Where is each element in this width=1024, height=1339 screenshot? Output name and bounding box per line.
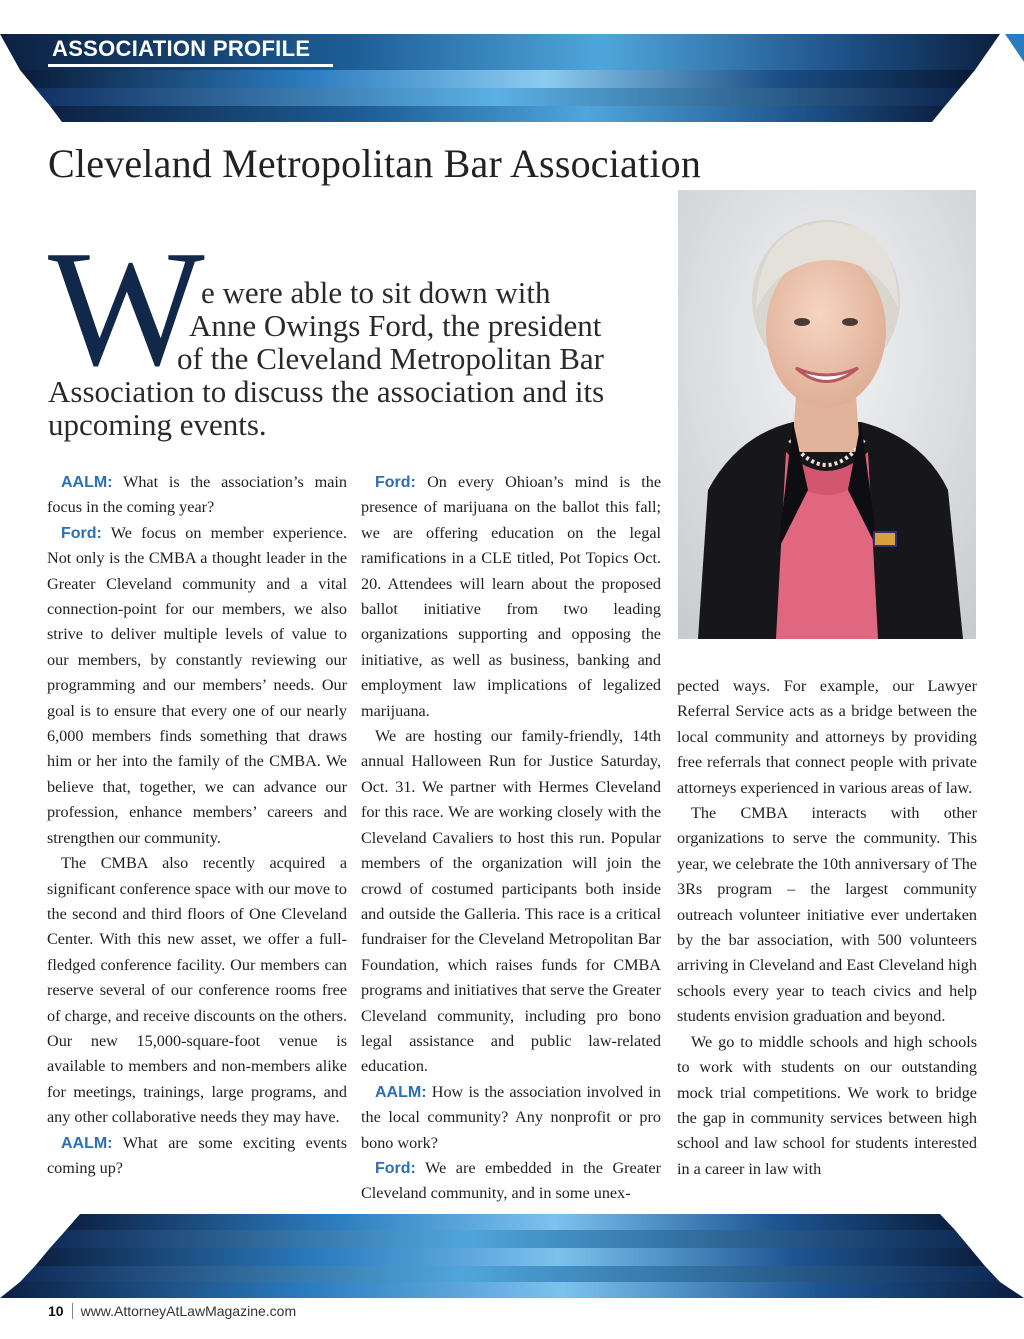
page-title: Cleveland Metropolitan Bar Association xyxy=(48,141,702,186)
answer-paragraph xyxy=(361,470,661,724)
portrait-photo xyxy=(678,190,976,639)
drop-cap: W xyxy=(48,216,205,400)
answer-paragraph: The CMBA also recently acquired a significant conference space with our move to the second and third floors of One Cleveland Center. With this new asset, we offer a full-fledged conference facility. Our members can reserve several of our conference rooms free of charge, and receive discounts on the others. Our new 15,000-square-foot venue is available to members and non-members alike for meetings, trainings, large programs, and any other collaborative needs they may have. xyxy=(47,854,347,1127)
question-text: What are some exciting events coming up? xyxy=(47,1133,347,1177)
article-column-1 xyxy=(47,470,347,1181)
question-text: What is the association’s main focus in the coming year? xyxy=(47,473,347,517)
answer-text: We are embedded in the Greater Cleveland community, and in some unex- xyxy=(361,1158,661,1203)
article-column-2 xyxy=(361,470,661,1207)
speaker-label: AALM: xyxy=(61,1134,113,1152)
speaker-label: Ford: xyxy=(375,1159,416,1177)
question-paragraph xyxy=(47,470,347,521)
answer-paragraph xyxy=(361,1156,661,1207)
bottom-banner xyxy=(0,1214,1024,1298)
question-paragraph xyxy=(47,1131,347,1182)
intro-line: of the Cleveland Metropolitan Bar xyxy=(177,341,604,376)
speaker-label: Ford: xyxy=(375,474,416,491)
intro-line: Anne Owings Ford, the president xyxy=(189,308,602,343)
intro-line: Association to discuss the association and its xyxy=(48,374,605,409)
footer xyxy=(48,1303,296,1319)
answer-paragraph: The CMBA interacts with other organizations to serve the community. This year, we celebrate the 10th anniversary of The 3Rs program – the largest community outreach volunteer initiative ever undertaken by the bar association, with 500 volunteers arriving in Cleveland and East Cleveland high schools every year to teach civics and help students envision graduation and beyond. xyxy=(677,804,977,1026)
speaker-label: AALM: xyxy=(375,1083,427,1101)
answer-text: On every Ohioan’s mind is the presence of marijuana on the ballot this fall; we are offering education on the legal ramifications in a CLE titled, Pot Topics Oct. 20. Attendees will learn about the proposed ballot initiative from two leading organizations supporting and opposing the initiative, as well as business, banking and employment law implications of legalized marijuana. xyxy=(361,473,662,720)
answer-paragraph: We are hosting our family-friendly, 14th annual Halloween Run for Justice Saturday, Oct. 31. We partner with Hermes Cleveland for this race. We are working closely with the Cleveland Cavaliers to host this run. Popular members of the organization will join the crowd of costumed participants both inside and outside the Galleria. This race is a critical fundraiser for the Cleveland Metropolitan Bar Foundation, which raises funds for CMBA programs and initiatives that serve the Greater Cleveland community, including pro bono legal assistance and public law-related education. xyxy=(361,727,661,1076)
section-label-underline xyxy=(48,64,333,67)
speaker-label: AALM: xyxy=(61,474,113,491)
footer-divider xyxy=(72,1303,73,1319)
article-column-3 xyxy=(677,674,977,1182)
answer-paragraph xyxy=(47,521,347,851)
speaker-label: Ford: xyxy=(61,524,102,542)
intro-line: e were able to sit down with xyxy=(201,275,551,310)
answer-paragraph: We go to middle schools and high schools to work with students on our outstanding mock trial competitions. We work to bridge the gap in community services between high school and law school for students interested in a career in law with xyxy=(677,1032,977,1178)
website-url: www.AttorneyAtLawMagazine.com xyxy=(80,1303,297,1319)
intro-line: upcoming events. xyxy=(48,407,267,442)
question-paragraph xyxy=(361,1080,661,1156)
question-text: How is the association involved in the local community? Any nonprofit or pro bono work? xyxy=(361,1082,662,1152)
answer-text: We focus on member experience. Not only is the CMBA a thought leader in the Greater Cleveland community and a vital connection-point for our members, we also strive to deliver multiple levels of value to our members, by constantly reviewing our programming and our members’ needs. Our goal is to ensure that every one of our nearly 6,000 members finds something that draws him or her into the family of the CMBA. We believe that, together, we can advance our profession, enhance members’ careers and strengthen our community. xyxy=(47,523,347,847)
page-number: 10 xyxy=(48,1303,64,1319)
section-label: ASSOCIATION PROFILE xyxy=(52,36,311,61)
answer-paragraph: pected ways. For example, our Lawyer Referral Service acts as a bridge between the local community and attorneys by providing free referrals that connect people with private attorneys experienced in various areas of law. xyxy=(677,677,977,797)
